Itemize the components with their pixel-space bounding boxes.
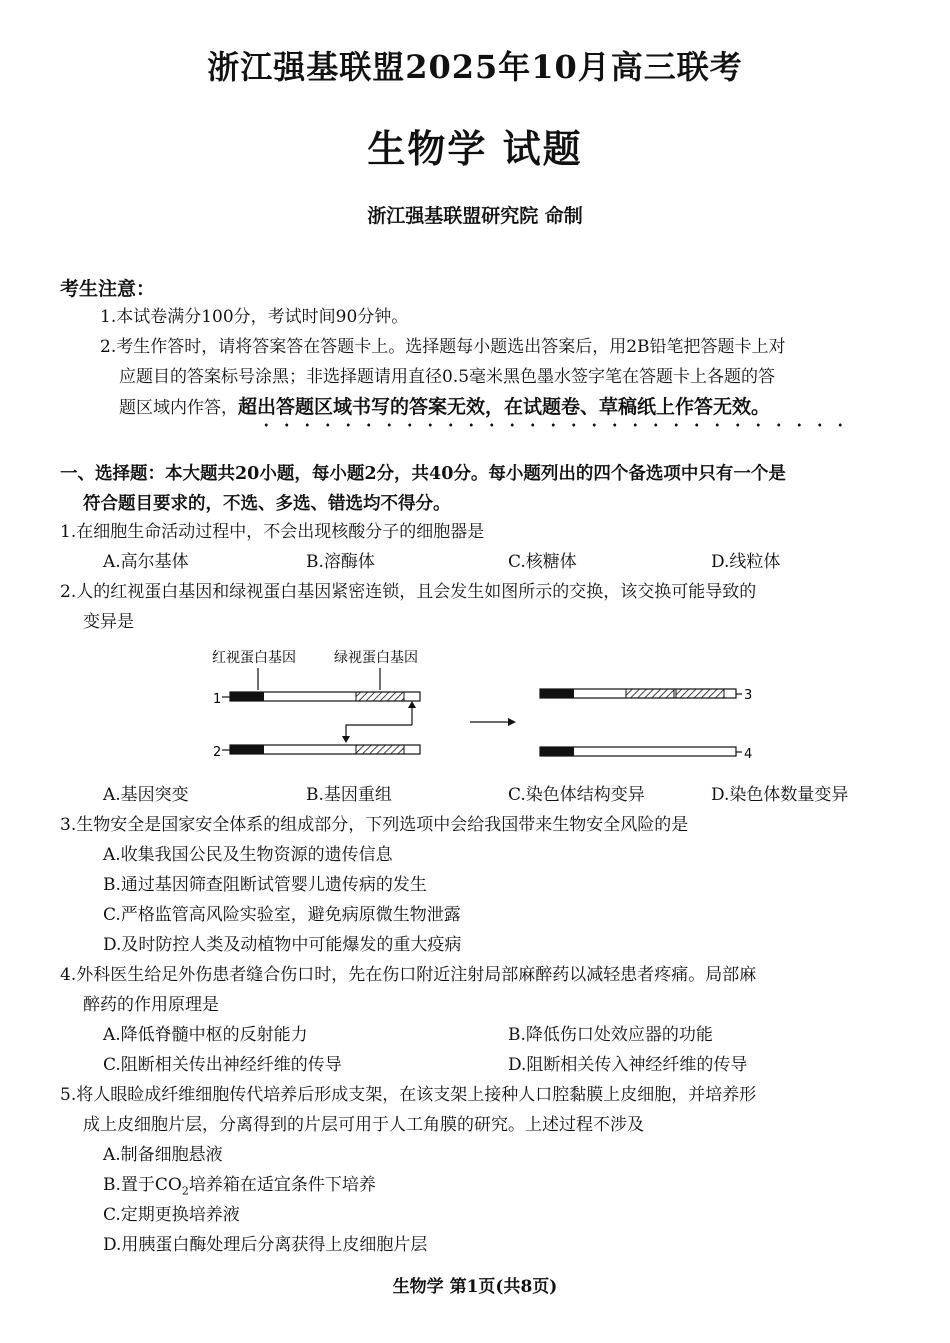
chromatid-3-red-gene — [540, 689, 574, 698]
chromatid-number-4: 4 — [744, 747, 753, 762]
q1-option-d: D.线粒体 — [711, 552, 781, 572]
emphasis-dots — [256, 422, 856, 428]
notice-item-2-line-3 — [119, 396, 770, 419]
q3-option-c: C.严格监管高风险实验室，避免病原微生物泄露 — [103, 905, 461, 925]
q5-stem-line-2: 成上皮细胞片层，分离得到的片层可用于人工角膜的研究。上述过程不涉及 — [83, 1115, 644, 1135]
subject-title: 生物学 试题 — [367, 126, 583, 171]
q2-option-c: C.染色体结构变异 — [508, 785, 645, 805]
q3-option-a: A.收集我国公民及生物资源的遗传信息 — [103, 845, 393, 865]
q5-option-a: A.制备细胞悬液 — [103, 1145, 223, 1165]
chromatid-number-3: 3 — [744, 688, 753, 703]
notice-item-2-line-2: 应题目的答案标号涂黑；非选择题请用直径0.5毫米黑色墨水签字笔在答题卡上各题的答 — [119, 367, 776, 387]
q2-stem-line-1: 2.人的红视蛋白基因和绿视蛋白基因紧密连锁，且会发生如图所示的交换，该交换可能导致的 — [60, 582, 757, 602]
notice-item-2-line-3-a: 题区域内作答， — [119, 398, 238, 418]
page-footer: 生物学 第1页(共8页) — [392, 1277, 558, 1297]
q5-option-b-subscript: 2 — [181, 1184, 189, 1198]
notice-emphasis: 超出答题区域书写的答案无效，在试题卷、草稿纸上作答无效。 — [238, 396, 771, 418]
label-green-opsin-gene: 绿视蛋白基因 — [334, 650, 418, 666]
q1-stem: 1.在细胞生命活动过程中，不会出现核酸分子的细胞器是 — [60, 522, 485, 542]
label-red-opsin-gene: 红视蛋白基因 — [212, 650, 296, 666]
q4-option-c: C.阻断相关传出神经纤维的传导 — [103, 1055, 342, 1075]
chromatid-number-1: 1 — [213, 692, 222, 707]
exchange-arrowhead-up — [408, 701, 416, 708]
q3-option-b: B.通过基因筛查阻断试管婴儿遗传病的发生 — [103, 875, 427, 895]
chromatid-2-green-gene — [356, 745, 404, 754]
q5-stem-line-1: 5.将人眼睑成纤维细胞传代培养后形成支架，在该支架上接种人口腔黏膜上皮细胞，并培养形 — [60, 1085, 757, 1105]
notice-heading: 考生注意： — [60, 278, 156, 300]
chromatid-number-2: 2 — [213, 745, 222, 760]
q4-stem-line-1: 4.外科医生给足外伤患者缝合伤口时，先在伤口附近注射局部麻醉药以减轻患者疼痛。局部麻 — [60, 965, 757, 985]
q2-option-b: B.基因重组 — [306, 785, 392, 805]
chromatid-4-red-gene — [540, 747, 574, 756]
q2-option-d: D.染色体数量变异 — [711, 785, 849, 805]
exchange-arrowhead-down — [342, 736, 350, 743]
result-arrowhead — [508, 718, 516, 726]
exchange-arrow-down — [346, 725, 412, 740]
q3-stem: 3.生物安全是国家安全体系的组成部分，下列选项中会给我国带来生物安全风险的是 — [60, 815, 689, 835]
exam-title: 浙江强基联盟2025年10月高三联考 — [207, 48, 743, 86]
q5-option-d: D.用胰蛋白酶处理后分离获得上皮细胞片层 — [103, 1235, 428, 1255]
q2-option-a: A.基因突变 — [103, 785, 189, 805]
q1-option-c: C.核糖体 — [508, 552, 577, 572]
q3-option-d: D.及时防控人类及动植物中可能爆发的重大疫病 — [103, 935, 462, 955]
chromatid-3-green-gene-1 — [626, 689, 674, 698]
crossover-figure — [200, 640, 800, 770]
q5-option-b — [103, 1174, 376, 1202]
q5-option-c: C.定期更换培养液 — [103, 1205, 240, 1225]
chromatid-1-green-gene — [356, 692, 404, 701]
q5-option-b-post: 培养箱在适宜条件下培养 — [188, 1175, 376, 1195]
q4-option-b: B.降低伤口处效应器的功能 — [508, 1025, 713, 1045]
chromatid-3-green-gene-2 — [676, 689, 724, 698]
q4-option-a: A.降低脊髓中枢的反射能力 — [103, 1025, 308, 1045]
notice-item-2-line-1: 2.考生作答时，请将答案答在答题卡上。选择题每小题选出答案后，用2B铅笔把答题卡上对 — [100, 337, 786, 357]
section1-line-2: 符合题目要求的，不选、多选、错选均不得分。 — [83, 494, 451, 514]
q4-stem-line-2: 醉药的作用原理是 — [83, 995, 219, 1015]
chromatid-2-red-gene — [230, 745, 264, 754]
chromatid-1-red-gene — [230, 692, 264, 701]
q1-option-b: B.溶酶体 — [306, 552, 375, 572]
section1-line-1: 一、选择题：本大题共20小题，每小题2分，共40分。每小题列出的四个备选项中只有一个是 — [60, 464, 786, 484]
maker-line: 浙江强基联盟研究院 命制 — [367, 205, 583, 227]
q1-option-a: A.高尔基体 — [103, 552, 189, 572]
notice-item-1: 1.本试卷满分100分，考试时间90分钟。 — [100, 307, 409, 327]
q4-option-d: D.阻断相关传入神经纤维的传导 — [508, 1055, 748, 1075]
q2-stem-line-2: 变异是 — [83, 612, 134, 632]
q5-option-b-pre: B.置于CO — [103, 1175, 182, 1195]
